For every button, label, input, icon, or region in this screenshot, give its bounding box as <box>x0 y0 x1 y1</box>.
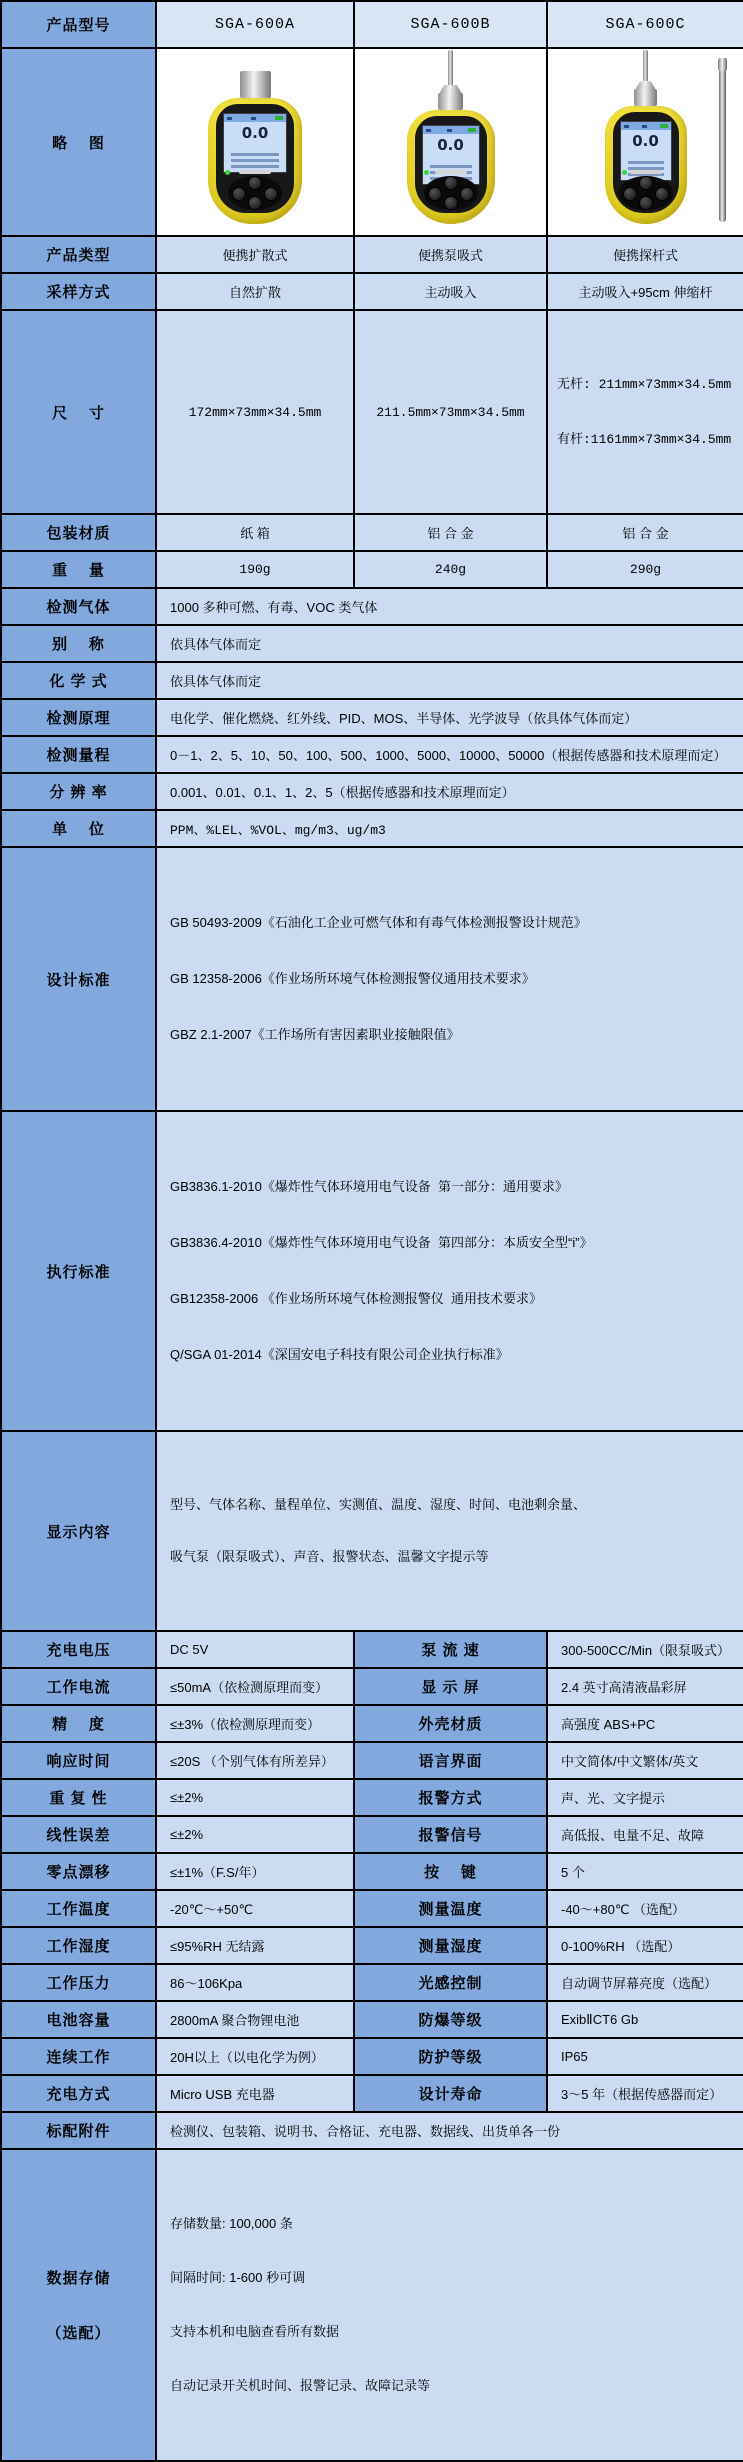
brand-mark <box>239 170 271 174</box>
spec-value: ≤±2% <box>156 1779 354 1816</box>
spec-label: 外壳材质 <box>354 1705 547 1742</box>
row-label: 化 学 式 <box>1 662 156 699</box>
status-led <box>424 170 429 175</box>
row-label: 检测气体 <box>1 588 156 625</box>
sensor-cap <box>634 89 657 106</box>
storage-line: 间隔时间: 1-600 秒可调 <box>170 2270 306 2285</box>
table-row-spec <box>1 1742 743 1779</box>
row-label: 包装材质 <box>1 514 156 551</box>
screen-reading: 0.0 <box>437 136 464 155</box>
spec-value: ≤±2% <box>156 1816 354 1853</box>
spec-value: -20℃～+50℃ <box>156 1890 354 1927</box>
brand-mark <box>435 170 467 174</box>
menu-button-icon <box>248 176 262 190</box>
speaker-icon <box>426 129 431 132</box>
standard-line: GB3836.4-2010《爆炸性气体环境用电气设备 第四部分：本质安全型“i”》 <box>170 1235 593 1250</box>
spec-value: ≤50mA（依检测原理而变） <box>156 1668 354 1705</box>
row-value: 290g <box>547 551 743 588</box>
spec-value: 86～106Kpa <box>156 1964 354 2001</box>
table-row-spec <box>1 1853 743 1890</box>
speaker-icon <box>624 125 629 128</box>
device-figure <box>548 50 743 234</box>
spec-label: 防护等级 <box>354 2038 547 2075</box>
model-name-sga-600b: SGA-600B <box>354 1 547 48</box>
storage-line: 支持本机和电脑查看所有数据 <box>170 2324 340 2339</box>
row-label: 执行标准 <box>1 1111 156 1431</box>
table-row-accessories <box>1 2112 743 2149</box>
screen-status-bar <box>621 122 671 130</box>
device-body <box>407 110 495 224</box>
row-value: 240g <box>354 551 547 588</box>
header-row <box>1 1 743 48</box>
row-value: 190g <box>156 551 354 588</box>
row-label: 重 量 <box>1 551 156 588</box>
spec-label: 语言界面 <box>354 1742 547 1779</box>
fan-icon <box>447 129 452 132</box>
fan-icon <box>251 117 256 120</box>
spec-value: DC 5V <box>156 1631 354 1668</box>
table-row-spec <box>1 1705 743 1742</box>
spec-label: 工作电流 <box>1 1668 156 1705</box>
menu-button-icon <box>639 176 653 190</box>
table-row-exec-standards <box>1 1111 743 1431</box>
spec-label: 充电电压 <box>1 1631 156 1668</box>
spec-label: 线性误差 <box>1 1816 156 1853</box>
standard-line: Q/SGA 01-2014《深国安电子科技有限公司企业执行标准》 <box>170 1347 509 1362</box>
device-image-sga-600c <box>547 48 743 236</box>
row-value: 主动吸入+95cm 伸缩杆 <box>547 273 743 310</box>
spec-label: 零点漂移 <box>1 1853 156 1890</box>
spec-label: 工作温度 <box>1 1890 156 1927</box>
screen-status-bar <box>423 126 479 134</box>
storage-label-line1: 数据存储 <box>46 2270 111 2287</box>
table-row-spec <box>1 2038 743 2075</box>
device-front-panel <box>613 112 679 213</box>
row-value: 依具体气体而定 <box>156 662 743 699</box>
device-body <box>208 98 302 224</box>
spec-value: 5 个 <box>547 1853 743 1890</box>
status-led <box>622 170 627 175</box>
telescopic-rod <box>719 58 726 222</box>
device-front-panel <box>415 116 487 213</box>
table-row-data-storage <box>1 2149 743 2461</box>
device-image-sga-600b <box>354 48 547 236</box>
row-value: 1000 多种可燃、有毒、VOC 类气体 <box>156 588 743 625</box>
spec-value: ExibⅡCT6 Gb <box>547 2001 743 2038</box>
row-value: 0.001、0.01、0.1、1、2、5（根据传感器和技术原理而定） <box>156 773 743 810</box>
row-value: 主动吸入 <box>354 273 547 310</box>
spec-label: 电池容量 <box>1 2001 156 2038</box>
standard-line: GB 50493-2009《石油化工企业可燃气体和有毒气体检测报警设计规范》 <box>170 915 587 930</box>
standard-line: GB12358-2006 《作业场所环境气体检测报警仪 通用技术要求》 <box>170 1291 543 1306</box>
spec-value: ≤±3%（依检测原理而变） <box>156 1705 354 1742</box>
spec-label: 工作压力 <box>1 1964 156 2001</box>
spec-label: 光感控制 <box>354 1964 547 2001</box>
spec-label: 精 度 <box>1 1705 156 1742</box>
row-label: 设计标准 <box>1 847 156 1111</box>
sensor-cap <box>438 93 463 110</box>
table-row-spec <box>1 1668 743 1705</box>
model-name-sga-600a: SGA-600A <box>156 1 354 48</box>
table-row-spec <box>1 1631 743 1668</box>
keypad <box>228 176 282 210</box>
storage-label-line2: （选配） <box>46 2325 111 2342</box>
row-label: 别 称 <box>1 625 156 662</box>
keypad <box>424 176 478 210</box>
device-front-panel <box>216 104 294 213</box>
sampling-probe <box>643 50 648 81</box>
row-value: 便携泵吸式 <box>354 236 547 273</box>
row-value: 铝 合 金 <box>547 514 743 551</box>
storage-line: 自动记录开关机时间、报警记录、故障记录等 <box>170 2378 431 2393</box>
table-row-resolution <box>1 773 743 810</box>
spec-value: 3～5 年（根据传感器而定） <box>547 2075 743 2112</box>
spec-value: 高低报、电量不足、故障 <box>547 1816 743 1853</box>
sketch-row <box>1 48 743 236</box>
screen-reading: 0.0 <box>632 132 659 151</box>
screen-status-bar <box>224 114 286 122</box>
row-label: 单 位 <box>1 810 156 847</box>
battery-icon <box>660 124 668 128</box>
right-button-icon <box>264 187 278 201</box>
spec-value: 声、光、文字提示 <box>547 1779 743 1816</box>
enter-button-icon <box>248 196 262 210</box>
spec-label: 设计寿命 <box>354 2075 547 2112</box>
standard-line: GB3836.1-2010《爆炸性气体环境用电气设备 第一部分：通用要求》 <box>170 1179 569 1194</box>
device-figure <box>157 50 353 234</box>
spec-value: Micro USB 充电器 <box>156 2075 354 2112</box>
table-row-formula <box>1 662 743 699</box>
table-row-spec <box>1 2001 743 2038</box>
right-button-icon <box>655 187 669 201</box>
spec-label: 显 示 屏 <box>354 1668 547 1705</box>
spec-value: 2.4 英寸高清液晶彩屏 <box>547 1668 743 1705</box>
row-value: 便携扩散式 <box>156 236 354 273</box>
row-label: 检测量程 <box>1 736 156 773</box>
row-value: 电化学、催化燃烧、红外线、PID、MOS、半导体、光学波导（依具体气体而定） <box>156 699 743 736</box>
table-row-spec <box>1 1816 743 1853</box>
row-label: 标配附件 <box>1 2112 156 2149</box>
row-value: 检测仪、包装箱、说明书、合格证、充电器、数据线、出货单各一份 <box>156 2112 743 2149</box>
spec-label: 测量温度 <box>354 1890 547 1927</box>
table-row-display-content <box>1 1431 743 1631</box>
row-label: 显示内容 <box>1 1431 156 1631</box>
table-row-packing <box>1 514 743 551</box>
sketch-label: 略 图 <box>1 48 156 236</box>
storage-line: 存储数量: 100,000 条 <box>170 2216 293 2231</box>
spec-value: 2800mA 聚合物锂电池 <box>156 2001 354 2038</box>
row-label <box>1 2149 156 2461</box>
spec-label: 充电方式 <box>1 2075 156 2112</box>
spec-label: 泵 流 速 <box>354 1631 547 1668</box>
spec-value: ≤95%RH 无结露 <box>156 1927 354 1964</box>
row-label: 采样方式 <box>1 273 156 310</box>
status-led <box>225 170 230 175</box>
table-row-weight <box>1 551 743 588</box>
screen-reading: 0.0 <box>241 124 269 142</box>
standard-line: GBZ 2.1-2007《工作场所有害因素职业接触限值》 <box>170 1027 460 1042</box>
battery-icon <box>275 116 283 120</box>
spec-label: 防爆等级 <box>354 2001 547 2038</box>
row-value: 铝 合 金 <box>354 514 547 551</box>
table-row-size <box>1 310 743 514</box>
table-row-principle <box>1 699 743 736</box>
sampling-probe <box>448 50 453 85</box>
table-row-alias <box>1 625 743 662</box>
row-value <box>547 310 743 514</box>
speaker-icon <box>227 117 232 120</box>
spec-label: 重 复 性 <box>1 1779 156 1816</box>
spec-label: 按 键 <box>354 1853 547 1890</box>
spec-value: -40～+80℃ （选配） <box>547 1890 743 1927</box>
table-row-unit <box>1 810 743 847</box>
spec-value: 20H以上（以电化学为例） <box>156 2038 354 2075</box>
probe-cone <box>636 81 656 89</box>
left-button-icon <box>623 187 637 201</box>
keypad <box>619 176 673 210</box>
header-label: 产品型号 <box>1 1 156 48</box>
row-value: PPM、%LEL、%VOL、mg/m3、ug/m3 <box>156 810 743 847</box>
table-row-spec <box>1 1964 743 2001</box>
table-row-spec <box>1 2075 743 2112</box>
left-button-icon <box>232 187 246 201</box>
row-value <box>156 2149 743 2461</box>
spec-label: 测量湿度 <box>354 1927 547 1964</box>
spec-value: 中文简体/中文繁体/英文 <box>547 1742 743 1779</box>
spec-value: ≤20S （个别气体有所差异） <box>156 1742 354 1779</box>
display-line: 型号、气体名称、量程单位、实测值、温度、湿度、时间、电池剩余量、 <box>170 1497 587 1512</box>
device-body <box>605 106 687 224</box>
size-no-rod: 无杆: 211mm×73mm×34.5mm <box>557 377 732 392</box>
spec-value: IP65 <box>547 2038 743 2075</box>
spec-value: 300-500CC/Min（限泵吸式） <box>547 1631 743 1668</box>
table-row-design-standards <box>1 847 743 1111</box>
battery-icon <box>468 128 476 132</box>
spec-value: 0-100%RH （选配） <box>547 1927 743 1964</box>
spec-label: 连续工作 <box>1 2038 156 2075</box>
row-label: 产品类型 <box>1 236 156 273</box>
table-row-spec <box>1 1927 743 1964</box>
device-screen <box>223 113 287 173</box>
row-value: 211.5mm×73mm×34.5mm <box>354 310 547 514</box>
spec-label: 报警方式 <box>354 1779 547 1816</box>
sensor-cap <box>240 71 271 98</box>
row-value <box>156 847 743 1111</box>
brand-mark <box>630 170 662 174</box>
spec-value: 高强度 ABS+PC <box>547 1705 743 1742</box>
enter-button-icon <box>444 196 458 210</box>
spec-label: 响应时间 <box>1 1742 156 1779</box>
enter-button-icon <box>639 196 653 210</box>
spec-label: 工作湿度 <box>1 1927 156 1964</box>
row-value: 纸 箱 <box>156 514 354 551</box>
row-label: 分 辨 率 <box>1 773 156 810</box>
spec-value: ≤±1%（F.S/年） <box>156 1853 354 1890</box>
left-button-icon <box>428 187 442 201</box>
table-row-spec <box>1 1779 743 1816</box>
device-image-sga-600a <box>156 48 354 236</box>
menu-button-icon <box>444 176 458 190</box>
row-value: 依具体气体而定 <box>156 625 743 662</box>
row-label: 检测原理 <box>1 699 156 736</box>
row-label: 尺 寸 <box>1 310 156 514</box>
device-figure <box>355 50 546 234</box>
table-row-spec <box>1 1890 743 1927</box>
spec-label: 报警信号 <box>354 1816 547 1853</box>
row-value: 0－1、2、5、10、50、100、500、1000、5000、10000、50000（根据传感器和技术原理而定） <box>156 736 743 773</box>
screen-info-lines <box>228 150 282 168</box>
right-button-icon <box>460 187 474 201</box>
row-value: 便携探杆式 <box>547 236 743 273</box>
standard-line: GB 12358-2006《作业场所环境气体检测报警仪通用技术要求》 <box>170 971 535 986</box>
probe-cone <box>440 85 462 93</box>
row-value <box>156 1431 743 1631</box>
table-row-range <box>1 736 743 773</box>
table-row-sampling <box>1 273 743 310</box>
spec-value: 自动调节屏幕亮度（选配） <box>547 1964 743 2001</box>
row-value: 172mm×73mm×34.5mm <box>156 310 354 514</box>
row-value <box>156 1111 743 1431</box>
table-row-product-type <box>1 236 743 273</box>
row-value: 自然扩散 <box>156 273 354 310</box>
model-name-sga-600c: SGA-600C <box>547 1 743 48</box>
display-line: 吸气泵（限泵吸式）、声音、报警状态、温馨文字提示等 <box>170 1549 489 1564</box>
fan-icon <box>642 125 647 128</box>
table-row-gas <box>1 588 743 625</box>
size-with-rod: 有杆:1161mm×73mm×34.5mm <box>557 432 732 447</box>
